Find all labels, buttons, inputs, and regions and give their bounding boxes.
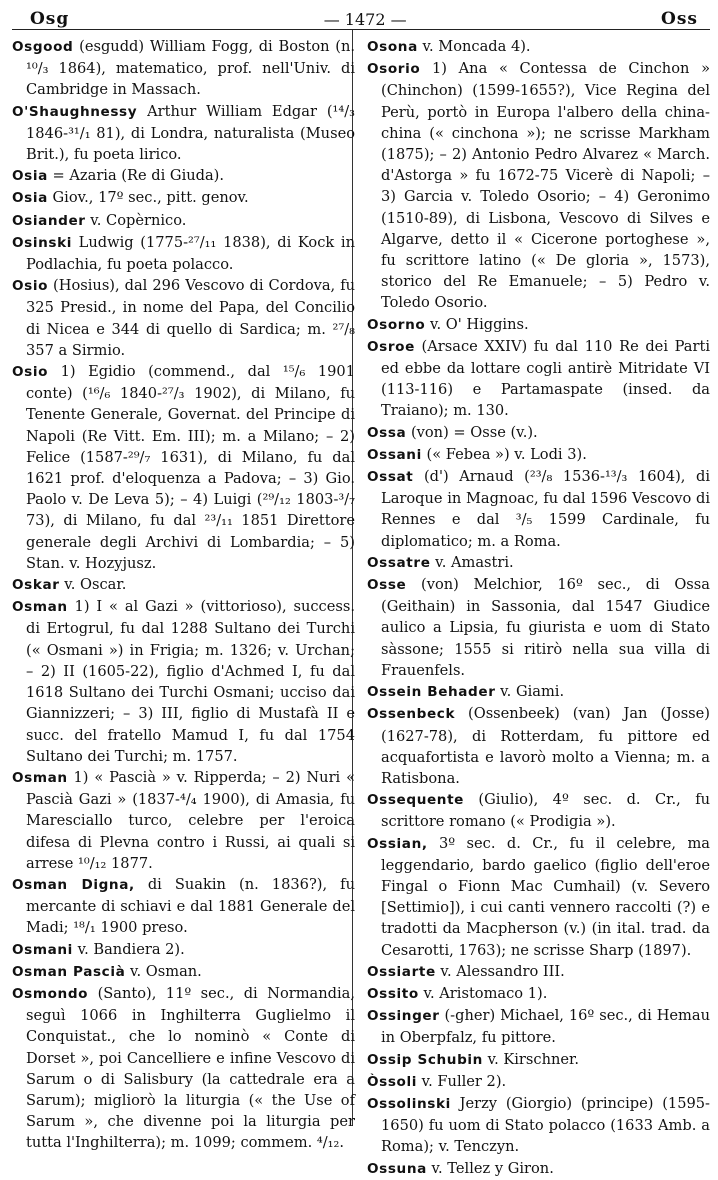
entry-headword: Osorio — [367, 61, 421, 78]
entry-text: (Giulio), 4º sec. d. Cr., fu scrittore romano (« Prodigia »). — [381, 791, 710, 831]
entry-headword: Ossito — [367, 985, 419, 1002]
entry-text: 1) Ana « Contessa de Cinchon » (Chinchon) (1599-1655?), Vice Regina del Perù, portò in Europa l'albero della china-china (« cinchona »); ne scrisse Markham (1875); – 2) Antonio Pedro Alvarez « March. d'Astorga » fu 1672-75 Vicerè di Napoli; – 3) Garcia v. Toledo Osorio; – 4) Geronimo (1510-89), di Lisbona, Vescovo di Silves e Algarve, detto il « Cicerone portoghese », fu scrittore latino (« De gloria », 1573), storico del Re Emanuele; – 5) Pedro v. Toledo Osorio. — [381, 60, 710, 312]
dictionary-entry — [367, 36, 710, 58]
entry-headword: Osinski — [12, 234, 72, 251]
entry-text: (d') Arnaud (²³/₈ 1536-¹³/₃ 1604), di Laroque in Magnoac, fu dal 1596 Vescovo di Rennes e dal ³/₅ 1599 Cardinale, fu diplomatico; m. a Roma. — [381, 468, 710, 550]
entry-text: (Ossenbeek) (van) Jan (Josse) (1627-78), di Rotterdam, fu pittore ed acquafortista e lavorò molto a Vienna; m. a Ratisbona. — [381, 705, 710, 787]
entry-text: (von) Melchior, 16º sec., di Ossa (Geithain) in Sassonia, dal 1547 Giudice aulico a Lipsia, fu giurista e uom di Stato sàssone; 1555 si ritirò nella sua villa di Frauenfels. — [381, 576, 710, 679]
entry-headword: O'Shaughnessy — [12, 103, 138, 120]
right-column — [367, 36, 710, 1180]
entry-headword: Ossat — [367, 469, 414, 486]
entry-headword: Osman Pascià — [12, 963, 126, 980]
entry-headword: Osia — [12, 168, 48, 185]
entry-headword: Ossiarte — [367, 963, 436, 980]
entry-headword: Ossian, — [367, 835, 428, 852]
entry-text: v. Fuller 2). — [417, 1072, 507, 1090]
entry-headword: Osia — [12, 190, 48, 207]
entry-headword: Oskar — [12, 577, 60, 594]
entry-headword: Osio — [12, 278, 49, 295]
right-guide-word: Oss — [661, 9, 698, 29]
entry-headword: Osman — [12, 769, 68, 786]
entry-text: v. Giami. — [495, 683, 565, 701]
dictionary-entry — [12, 596, 355, 767]
entry-headword: Ossatre — [367, 554, 431, 571]
dictionary-entry — [12, 36, 355, 101]
entry-text: v. Aristomaco 1). — [418, 984, 548, 1002]
dictionary-entry — [367, 703, 710, 789]
dictionary-entry — [367, 444, 710, 466]
entry-text: (esgudd) William Fogg, di Boston (n. ¹⁰/₃ 1864), matematico, prof. nell'Univ. di Cambridge in Massach. — [26, 38, 355, 99]
dictionary-entry — [367, 983, 710, 1005]
dictionary-entry — [12, 275, 355, 361]
entry-text: 1) Egidio (commend., dal ¹⁵/₆ 1901 conte) (¹⁶/₆ 1840-²⁷/₃ 1902), di Milano, fu Tenente Generale, Governat. del Principe di Napoli (Re Vitt. Em. III); m. a Milano; – 2) Felice (1587-²⁹/₇ 1631), di Milano, fu dal 1621 prof. d'eloquenza a Padova; – 3) Gio. Paolo v. De Leva 5); – 4) Luigi (²⁹/₁₂ 1803-³/₇ 73), di Milano, fu dal ²³/₁₁ 1851 Direttore generale degli Archivi di Lombardia; – 5) Stan. v. Hozyjusz. — [26, 363, 355, 572]
dictionary-entry — [367, 466, 710, 552]
entry-text: v. Copèrnico. — [85, 211, 187, 229]
dictionary-entry — [367, 1158, 710, 1180]
entry-headword: Ossenbeck — [367, 706, 456, 723]
page-number: — 1472 — — [323, 10, 407, 29]
entry-headword: Osona — [367, 39, 418, 55]
entry-headword: Osmondo — [12, 985, 89, 1002]
entry-text: v. Oscar. — [59, 576, 127, 594]
dictionary-entry — [367, 833, 710, 961]
entry-text: v. Alessandro III. — [435, 962, 565, 980]
dictionary-entry — [367, 574, 710, 681]
entry-text: (Hosius), dal 296 Vescovo di Cordova, fu 325 Presid., in nome del Papa, del Concilio di Nicea e 344 di quello di Sardica; m. ²⁷/₈ 357 a Sirmio. — [26, 277, 355, 359]
dictionary-entry — [12, 361, 355, 574]
dictionary-entry — [12, 187, 355, 209]
dictionary-entry — [367, 422, 710, 444]
dictionary-entry — [367, 314, 710, 336]
entry-text: v. Kirschner. — [482, 1050, 580, 1068]
entry-text: (-gher) Michael, 16º sec., di Hemau in Oberpfalz, fu pittore. — [381, 1007, 710, 1047]
entry-text: v. Bandiera 2). — [72, 940, 185, 958]
dictionary-entry — [12, 961, 355, 983]
dictionary-entry — [367, 58, 710, 313]
dictionary-entry — [367, 336, 710, 422]
entry-text: v. O' Higgins. — [425, 315, 529, 333]
entry-headword: Ossolinski — [367, 1095, 451, 1112]
entry-text: Arthur William Edgar (¹⁴/₃ 1846-³¹/₁ 81), di Londra, naturalista (Museo Brit.), fu poeta lirico. — [26, 102, 355, 164]
dictionary-entry — [367, 1071, 710, 1093]
columns — [12, 36, 710, 1180]
dictionary-entry — [367, 552, 710, 574]
entry-headword: Osiander — [12, 212, 86, 229]
entry-headword: Ossani — [367, 446, 422, 463]
entry-text: v. Moncada 4). — [417, 38, 531, 55]
dictionary-entry — [12, 165, 355, 187]
entry-text: v. Tellez y Giron. — [426, 1159, 554, 1177]
entry-headword: Osman Digna, — [12, 876, 135, 893]
dictionary-entry — [12, 939, 355, 961]
entry-headword: Ossein Behader — [367, 684, 496, 701]
entry-headword: Osman — [12, 599, 68, 616]
entry-headword: Osio — [12, 364, 49, 381]
entry-headword: Osgood — [12, 39, 74, 55]
dictionary-entry — [367, 1049, 710, 1071]
dictionary-entry — [367, 789, 710, 832]
entry-text: v. Osman. — [125, 962, 202, 980]
entry-headword: Osmani — [12, 941, 73, 958]
entry-headword: Ossequente — [367, 792, 464, 809]
entry-text: Giov., 17º sec., pitt. genov. — [47, 189, 249, 207]
entry-headword: Osse — [367, 577, 407, 594]
entry-headword: Ossuna — [367, 1160, 427, 1177]
dictionary-entry — [367, 1005, 710, 1048]
entry-headword: Òssoli — [367, 1073, 417, 1090]
entry-text: 1) « Pascià » v. Ripperda; – 2) Nuri « Pascià Gazi » (1837-⁴/₄ 1900), di Amasia, fu Maresciallo turco, celebre per l'eroica difesa di Plevna contro i Russi, ai quali si arrese ¹⁰/₁₂ 1877. — [26, 768, 355, 872]
dictionary-entry — [12, 767, 355, 874]
dictionary-entry — [12, 574, 355, 596]
running-header — [12, 6, 710, 30]
dictionary-entry — [367, 1093, 710, 1158]
dictionary-entry — [12, 210, 355, 232]
left-guide-word: Osg — [30, 9, 70, 29]
dictionary-entry — [12, 101, 355, 166]
dictionary-entry — [367, 961, 710, 983]
entry-text: (« Febea ») v. Lodi 3). — [421, 445, 587, 463]
dictionary-entry — [12, 874, 355, 939]
entry-headword: Ossip Schubin — [367, 1051, 483, 1068]
entry-text: Ludwig (1775-²⁷/₁₁ 1838), di Kock in Podlachia, fu poeta polacco. — [26, 233, 355, 274]
dictionary-entry — [12, 232, 355, 275]
left-column — [12, 36, 355, 1180]
dictionary-entry — [12, 983, 355, 1154]
entry-text: 3º sec. d. Cr., fu il celebre, ma leggendario, bardo gaelico (figlio dell'eroe Fingal o Fionn Mac Cumhail) (v. Severo [Settimio]), i cui canti vennero raccolti (?) e tradotti da Macpherson (v.) (in ital. trad. da Cesarotti, 1763); ne scrisse Sharp (1897). — [381, 834, 710, 959]
entry-text: (von) = Osse (v.). — [406, 423, 538, 441]
entry-text: 1) I « al Gazi » (vittorioso), success. di Ertogrul, fu dal 1288 Sultano dei Turchi (« Osmani ») in Frigia; m. 1326; v. Urchan; – 2) II (1605-22), figlio d'Achmed I, fu dal 1618 Sultano dei Turchi Osmani; ucciso dai Giannizzeri; – 3) III, figlio di Mustafà II e succ. del fratello Mamud I, fu dal 1754 Sultano dei Turchi; m. 1757. — [26, 598, 355, 765]
dictionary-entry — [367, 681, 710, 703]
entry-headword: Osorno — [367, 316, 426, 333]
entry-text: (Santo), 11º sec., di Normandia, seguì 1066 in Inghilterra Guglielmo il Conquistat., che lo nominò « Conte di Dorset », poi Cancelliere e infine Vescovo di Sarum o di Salisbury (la cattedrale era a Sarum); migliorò la liturgia (« the Use of Sarum », che divenne poi la liturgia per tutta l'Inghilterra); m. 1099; commem. ⁴/₁₂. — [26, 984, 355, 1152]
entry-text: v. Amastri. — [430, 553, 514, 571]
entry-text: = Azaria (Re di Giuda). — [47, 167, 225, 185]
entry-headword: Osroe — [367, 338, 415, 355]
entry-text: di Suakin (n. 1836?), fu mercante di schiavi e dal 1881 Generale del Madi; ¹⁸/₁ 1900 preso. — [26, 875, 355, 937]
entry-headword: Ossinger — [367, 1008, 440, 1025]
entry-text: Jerzy (Giorgio) (principe) (1595-1650) fu uom di Stato polacco (1633 Amb. a Roma); v. Tenczyn. — [381, 1094, 710, 1156]
entry-text: (Arsace XXIV) fu dal 110 Re dei Parti ed ebbe da lottare cogli antirè Mitridate VI (113-116) e Partamaspate (insed. da Traiano); m. 130. — [381, 337, 710, 420]
entry-headword: Ossa — [367, 424, 407, 441]
